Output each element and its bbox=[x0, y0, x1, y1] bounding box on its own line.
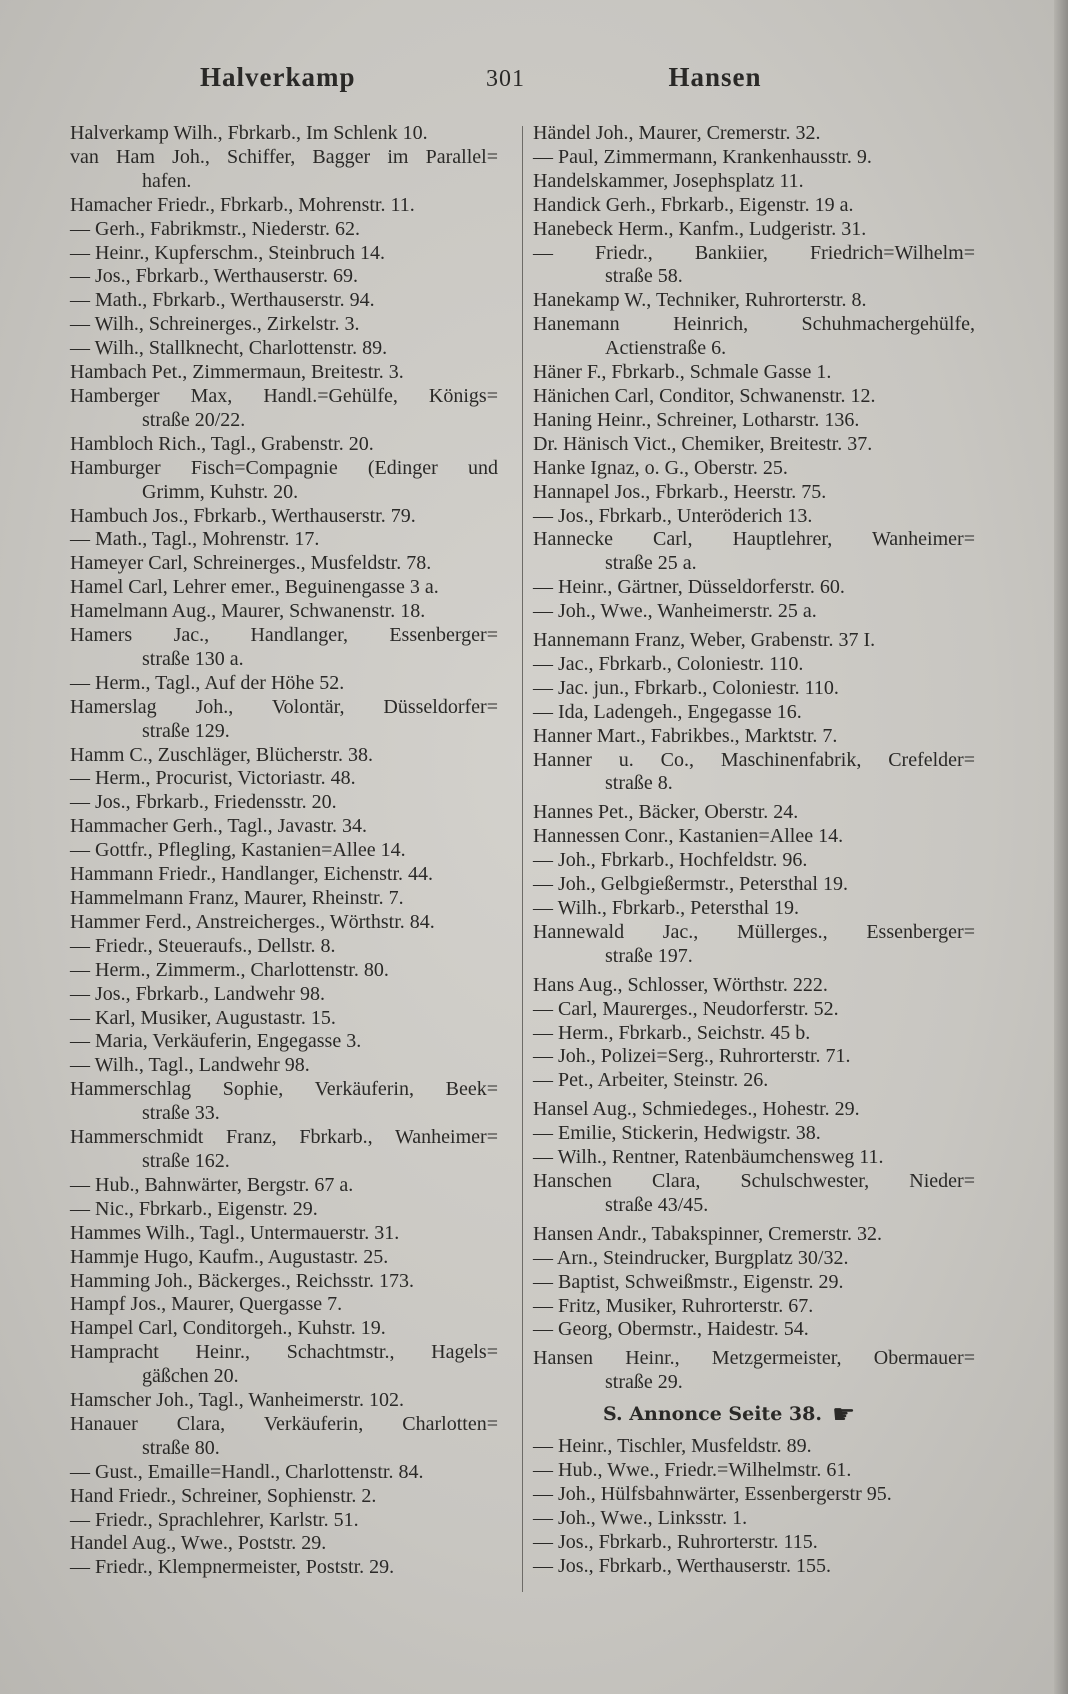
directory-entry bbox=[70, 1532, 498, 1556]
entry-continuation-line: straße 130 a. bbox=[142, 647, 244, 670]
directory-entry bbox=[70, 815, 498, 839]
directory-entry bbox=[533, 170, 975, 194]
entry-line: Hamacher Friedr., Fbrkarb., Mohrenstr. 11. bbox=[70, 193, 415, 216]
entry-line: — Friedr., Sprachlehrer, Karlstr. 51. bbox=[70, 1508, 359, 1531]
directory-entry bbox=[70, 289, 498, 313]
directory-entry bbox=[70, 265, 498, 289]
entry-line: Hameyer Carl, Schreinerges., Musfeldstr. 78. bbox=[70, 552, 432, 575]
directory-entry bbox=[533, 313, 975, 361]
entry-line: — Georg, Obermstr., Haidestr. 54. bbox=[533, 1318, 809, 1341]
entry-line: Hamelmann Aug., Maurer, Schwanenstr. 18. bbox=[70, 600, 426, 623]
entry-line: — Karl, Musiker, Augustastr. 15. bbox=[70, 1006, 336, 1029]
directory-entry bbox=[70, 505, 498, 529]
directory-entry bbox=[70, 1078, 498, 1126]
entry-line: — Herm., Zimmerm., Charlottenstr. 80. bbox=[70, 958, 389, 981]
entry-line: — Paul, Zimmermann, Krankenhausstr. 9. bbox=[533, 145, 872, 168]
entry-line: — Wilh., Fbrkarb., Petersthal 19. bbox=[533, 897, 800, 919]
pointing-hand-icon: ☛ bbox=[831, 1400, 856, 1431]
entry-line: Hammann Friedr., Handlanger, Eichenstr. 44. bbox=[70, 863, 433, 886]
entry-line: — Joh., Gelbgießermstr., Petersthal 19. bbox=[533, 873, 848, 896]
entry-line: — Wilh., Tagl., Landwehr 98. bbox=[70, 1054, 310, 1077]
directory-entry bbox=[70, 983, 498, 1007]
entry-line: Hanauer Clara, Verkäuferin, Charlotten= bbox=[70, 1412, 498, 1435]
directory-entry bbox=[533, 1045, 975, 1069]
directory-entry bbox=[533, 873, 975, 897]
directory-entry bbox=[533, 194, 975, 218]
entry-line: — Pet., Arbeiter, Steinstr. 26. bbox=[533, 1069, 769, 1092]
directory-entry bbox=[70, 1246, 498, 1270]
entry-line: Hamers Jac., Handlanger, Essenberger= bbox=[70, 624, 498, 647]
entry-line: Hamerslag Joh., Volontär, Düsseldorfer= bbox=[70, 695, 498, 718]
directory-entry bbox=[70, 624, 498, 672]
directory-entry bbox=[533, 701, 975, 725]
directory-entry bbox=[533, 653, 975, 677]
entry-continuation-line: straße 33. bbox=[142, 1102, 220, 1125]
entry-line: — Wilh., Rentner, Ratenbäumchensweg 11. bbox=[533, 1146, 884, 1169]
directory-entry bbox=[533, 974, 975, 998]
entry-line: — Joh., Hülfsbahnwärter, Essenbergerstr 95. bbox=[533, 1482, 892, 1505]
directory-entry bbox=[70, 146, 498, 194]
directory-entry bbox=[533, 576, 975, 600]
entry-line: — Emilie, Stickerin, Hedwigstr. 38. bbox=[533, 1122, 821, 1145]
directory-entry bbox=[533, 385, 975, 409]
entry-line: Hamm C., Zuschläger, Blücherstr. 38. bbox=[70, 743, 374, 766]
entry-line: Hammje Hugo, Kaufm., Augustastr. 25. bbox=[70, 1245, 389, 1268]
directory-entry bbox=[70, 935, 498, 959]
directory-entry bbox=[70, 1556, 498, 1580]
directory-entry bbox=[70, 1389, 498, 1413]
directory-entry bbox=[533, 629, 975, 653]
entry-continuation-line: straße 197. bbox=[605, 944, 693, 967]
entry-line: — Baptist, Schweißmstr., Eigenstr. 29. bbox=[533, 1270, 844, 1293]
directory-entry bbox=[533, 1122, 975, 1146]
directory-entry bbox=[70, 552, 498, 576]
right-column bbox=[533, 122, 975, 1578]
entry-line: Hanke Ignaz, o. G., Oberstr. 25. bbox=[533, 456, 788, 479]
entry-line: van Ham Joh., Schiffer, Bagger im Parallel= bbox=[70, 145, 498, 168]
running-head-left: Halverkamp bbox=[200, 62, 356, 92]
entry-continuation-line: straße 8. bbox=[605, 772, 673, 795]
entry-line: — Friedr., Klempnermeister, Poststr. 29. bbox=[70, 1556, 395, 1579]
directory-entry bbox=[533, 505, 975, 529]
directory-entry bbox=[533, 1295, 975, 1319]
directory-entry bbox=[70, 696, 498, 744]
entry-line: Hambach Pet., Zimmermaun, Breitestr. 3. bbox=[70, 361, 404, 384]
directory-entry bbox=[70, 959, 498, 983]
page-number: 301 bbox=[486, 66, 525, 92]
directory-entry bbox=[533, 1459, 975, 1483]
entry-line: Dr. Hänisch Vict., Chemiker, Breitestr. 37. bbox=[533, 432, 873, 455]
directory-entry bbox=[70, 1293, 498, 1317]
entry-line: — Gerh., Fabrikmstr., Niederstr. 62. bbox=[70, 217, 360, 240]
directory-entry bbox=[533, 1271, 975, 1295]
directory-entry bbox=[70, 1198, 498, 1222]
directory-entry bbox=[70, 1030, 498, 1054]
directory-entry bbox=[533, 242, 975, 290]
entry-line: — Herm., Tagl., Auf der Höhe 52. bbox=[70, 671, 345, 694]
directory-entry bbox=[70, 194, 498, 218]
directory-entry bbox=[533, 677, 975, 701]
entry-line: Hammacher Gerh., Tagl., Javastr. 34. bbox=[70, 815, 368, 838]
entry-line: — Arn., Steindrucker, Burgplatz 30/32. bbox=[533, 1246, 849, 1269]
directory-entry bbox=[70, 672, 498, 696]
entry-line: Häner F., Fbrkarb., Schmale Gasse 1. bbox=[533, 361, 832, 384]
directory-entry bbox=[533, 218, 975, 242]
entry-line: — Herm., Fbrkarb., Seichstr. 45 b. bbox=[533, 1021, 811, 1044]
directory-entry bbox=[533, 1531, 975, 1555]
directory-entry bbox=[70, 1509, 498, 1533]
entry-continuation-line: straße 20/22. bbox=[142, 408, 246, 431]
entry-line: — Wilh., Schreinerges., Zirkelstr. 3. bbox=[70, 313, 360, 336]
entry-line: Hand Friedr., Schreiner, Sophienstr. 2. bbox=[70, 1484, 377, 1507]
directory-entry bbox=[70, 1222, 498, 1246]
entry-line: — Ida, Ladengeh., Engegasse 16. bbox=[533, 700, 802, 723]
entry-line: — Heinr., Gärtner, Düsseldorferstr. 60. bbox=[533, 576, 845, 599]
directory-entry bbox=[70, 218, 498, 242]
entry-line: Hambloch Rich., Tagl., Grabenstr. 20. bbox=[70, 432, 374, 455]
entry-line: Hanebeck Herm., Kanfm., Ludgeristr. 31. bbox=[533, 217, 867, 240]
directory-entry bbox=[70, 1007, 498, 1031]
entry-line: Hamel Carl, Lehrer emer., Beguinengasse 3 a. bbox=[70, 576, 439, 599]
directory-entry bbox=[70, 576, 498, 600]
entry-line: Hanemann Heinrich, Schuhmachergehülfe, bbox=[533, 313, 975, 336]
entry-line: Hannecke Carl, Hauptlehrer, Wanheimer= bbox=[533, 528, 975, 551]
entry-line: Hansen Heinr., Metzgermeister, Obermauer= bbox=[533, 1347, 975, 1370]
entry-line: Hannapel Jos., Fbrkarb., Heerstr. 75. bbox=[533, 480, 827, 503]
directory-entry bbox=[533, 409, 975, 433]
entry-line: — Nic., Fbrkarb., Eigenstr. 29. bbox=[70, 1197, 318, 1220]
entry-line: — Hub., Wwe., Friedr.=Wilhelmstr. 61. bbox=[533, 1458, 852, 1481]
directory-entry bbox=[533, 600, 975, 624]
directory-entry bbox=[533, 725, 975, 749]
directory-entry bbox=[70, 457, 498, 505]
entry-line: Hans Aug., Schlosser, Wörthstr. 222. bbox=[533, 973, 828, 996]
entry-line: — Jos., Fbrkarb., Landwehr 98. bbox=[70, 982, 325, 1005]
entry-continuation-line: Grimm, Kuhstr. 20. bbox=[142, 480, 299, 503]
directory-entry bbox=[533, 1507, 975, 1531]
entry-line: Hanschen Clara, Schulschwester, Nieder= bbox=[533, 1169, 975, 1192]
entry-line: — Jos., Fbrkarb., Friedensstr. 20. bbox=[70, 791, 337, 814]
entry-line: — Jos., Fbrkarb., Unteröderich 13. bbox=[533, 504, 813, 527]
entry-line: — Maria, Verkäuferin, Engegasse 3. bbox=[70, 1030, 362, 1053]
page-edge bbox=[1054, 0, 1068, 1694]
directory-entry bbox=[70, 1413, 498, 1461]
entry-line: — Friedr., Bankiier, Friedrich=Wilhelm= bbox=[533, 241, 975, 264]
entry-continuation-line: hafen. bbox=[142, 169, 192, 192]
directory-entry bbox=[70, 1054, 498, 1078]
entry-line: Hamburger Fisch=Compagnie (Edinger und bbox=[70, 456, 498, 479]
directory-entry bbox=[533, 122, 975, 146]
directory-entry bbox=[533, 1069, 975, 1093]
entry-line: Hanner u. Co., Maschinenfabrik, Crefelder= bbox=[533, 748, 975, 771]
entry-line: Hannes Pet., Bäcker, Oberstr. 24. bbox=[533, 801, 799, 824]
entry-line: Hanekamp W., Techniker, Ruhrorterstr. 8. bbox=[533, 289, 867, 312]
directory-entry bbox=[70, 600, 498, 624]
directory-entry bbox=[70, 1126, 498, 1174]
entry-line: — Math., Tagl., Mohrenstr. 17. bbox=[70, 528, 320, 551]
entry-line: Handel Aug., Wwe., Poststr. 29. bbox=[70, 1532, 327, 1555]
entry-line: Hanner Mart., Fabrikbes., Marktstr. 7. bbox=[533, 724, 838, 747]
entry-line: Hammer Ferd., Anstreicherges., Wörthstr. 84. bbox=[70, 910, 435, 933]
directory-entry bbox=[533, 1435, 975, 1459]
entry-line: Hambuch Jos., Fbrkarb., Werthauserstr. 79. bbox=[70, 504, 416, 527]
directory-entry bbox=[533, 457, 975, 481]
entry-line: Handelskammer, Josephsplatz 11. bbox=[533, 169, 804, 192]
entry-line: Hamberger Max, Handl.=Gehülfe, Königs= bbox=[70, 384, 498, 407]
column-divider bbox=[522, 126, 523, 1592]
entry-continuation-line: straße 162. bbox=[142, 1149, 230, 1172]
directory-entry bbox=[533, 289, 975, 313]
entry-line: Hannessen Conr., Kastanien=Allee 14. bbox=[533, 825, 844, 848]
directory-entry bbox=[70, 242, 498, 266]
directory-entry bbox=[70, 863, 498, 887]
entry-line: — Joh., Wwe., Linksstr. 1. bbox=[533, 1506, 748, 1529]
running-head-right: Hansen bbox=[668, 62, 762, 92]
directory-entry bbox=[533, 481, 975, 505]
directory-entry bbox=[533, 825, 975, 849]
directory-entry bbox=[533, 998, 975, 1022]
entry-line: — Fritz, Musiker, Ruhrorterstr. 67. bbox=[533, 1294, 814, 1317]
entry-line: — Heinr., Tischler, Musfeldstr. 89. bbox=[533, 1435, 812, 1458]
entry-continuation-line: straße 25 a. bbox=[605, 552, 697, 575]
directory-entry bbox=[70, 1174, 498, 1198]
directory-entry bbox=[70, 361, 498, 385]
directory-entry bbox=[533, 1347, 975, 1395]
entry-line: Halverkamp Wilh., Fbrkarb., Im Schlenk 10. bbox=[70, 122, 428, 144]
entry-line: Hammes Wilh., Tagl., Untermauerstr. 31. bbox=[70, 1221, 400, 1244]
entry-line: Hansel Aug., Schmiedeges., Hohestr. 29. bbox=[533, 1098, 860, 1121]
entry-line: Händel Joh., Maurer, Cremerstr. 32. bbox=[533, 122, 821, 144]
directory-entry bbox=[70, 528, 498, 552]
directory-entry bbox=[70, 1461, 498, 1485]
entry-line: Hannewald Jac., Müllerges., Essenberger= bbox=[533, 920, 975, 943]
entry-line: — Joh., Polizei=Serg., Ruhrorterstr. 71. bbox=[533, 1045, 851, 1068]
directory-entry bbox=[533, 1022, 975, 1046]
directory-entry bbox=[70, 433, 498, 457]
directory-entry bbox=[533, 1483, 975, 1507]
annonce-reference bbox=[603, 1400, 975, 1431]
entry-line: Hamming Joh., Bäckerges., Reichsstr. 173. bbox=[70, 1269, 415, 1292]
entry-line: — Herm., Procurist, Victoriastr. 48. bbox=[70, 767, 356, 790]
directory-entry bbox=[533, 1170, 975, 1218]
entry-line: Hammerschlag Sophie, Verkäuferin, Beek= bbox=[70, 1078, 498, 1101]
directory-entry bbox=[70, 1485, 498, 1509]
directory-entry bbox=[533, 801, 975, 825]
directory-entry bbox=[70, 122, 498, 146]
directory-entry bbox=[533, 1223, 975, 1247]
directory-entry bbox=[533, 897, 975, 921]
entry-line: Hampf Jos., Maurer, Quergasse 7. bbox=[70, 1293, 343, 1316]
entry-continuation-line: straße 129. bbox=[142, 719, 230, 742]
directory-entry bbox=[533, 1318, 975, 1342]
entry-line: — Jos., Fbrkarb., Ruhrorterstr. 115. bbox=[533, 1530, 818, 1553]
entry-line: Hansen Andr., Tabakspinner, Cremerstr. 32. bbox=[533, 1222, 883, 1245]
entry-line: — Jos., Fbrkarb., Werthauserstr. 69. bbox=[70, 265, 358, 288]
directory-entry bbox=[70, 1341, 498, 1389]
directory-entry bbox=[70, 385, 498, 433]
directory-entry bbox=[70, 1317, 498, 1341]
entry-line: — Joh., Wwe., Wanheimerstr. 25 a. bbox=[533, 600, 817, 623]
entry-continuation-line: straße 80. bbox=[142, 1436, 220, 1459]
directory-entry bbox=[70, 744, 498, 768]
directory-entry bbox=[533, 1098, 975, 1122]
entry-line: — Carl, Maurerges., Neudorferstr. 52. bbox=[533, 997, 839, 1020]
entry-continuation-line: straße 58. bbox=[605, 265, 683, 288]
entry-line: — Jac. jun., Fbrkarb., Coloniestr. 110. bbox=[533, 676, 839, 699]
entry-line: — Joh., Fbrkarb., Hochfeldstr. 96. bbox=[533, 849, 808, 872]
directory-entry bbox=[70, 337, 498, 361]
directory-entry bbox=[533, 528, 975, 576]
directory-entry bbox=[533, 1247, 975, 1271]
directory-entry bbox=[70, 767, 498, 791]
entry-line: — Friedr., Steueraufs., Dellstr. 8. bbox=[70, 934, 336, 957]
entry-continuation-line: straße 43/45. bbox=[605, 1193, 709, 1216]
annonce-text: S. Annonce Seite 38. bbox=[603, 1403, 822, 1426]
entry-line: Handick Gerh., Fbrkarb., Eigenstr. 19 a. bbox=[533, 193, 854, 216]
left-column bbox=[70, 122, 498, 1580]
entry-line: — Hub., Bahnwärter, Bergstr. 67 a. bbox=[70, 1173, 354, 1196]
entry-continuation-line: gäßchen 20. bbox=[142, 1365, 239, 1388]
entry-line: Hannemann Franz, Weber, Grabenstr. 37 I. bbox=[533, 629, 876, 652]
entry-line: — Gottfr., Pflegling, Kastanien=Allee 14. bbox=[70, 839, 406, 862]
directory-entry bbox=[70, 911, 498, 935]
entry-line: Hampracht Heinr., Schachtmstr., Hagels= bbox=[70, 1341, 498, 1364]
entry-line: Hänichen Carl, Conditor, Schwanenstr. 12. bbox=[533, 384, 876, 407]
entry-line: — Math., Fbrkarb., Werthauserstr. 94. bbox=[70, 289, 375, 312]
directory-entry bbox=[70, 887, 498, 911]
directory-entry bbox=[533, 1146, 975, 1170]
entry-line: Hamscher Joh., Tagl., Wanheimerstr. 102. bbox=[70, 1389, 404, 1412]
entry-continuation-line: straße 29. bbox=[605, 1371, 683, 1394]
entry-line: Haning Heinr., Schreiner, Lotharstr. 136. bbox=[533, 408, 860, 431]
directory-entry bbox=[70, 1270, 498, 1294]
entry-line: — Jos., Fbrkarb., Werthauserstr. 155. bbox=[533, 1554, 831, 1577]
entry-line: — Wilh., Stallknecht, Charlottenstr. 89. bbox=[70, 337, 388, 360]
directory-entry bbox=[70, 839, 498, 863]
directory-entry bbox=[70, 313, 498, 337]
directory-entry bbox=[533, 433, 975, 457]
directory-entry bbox=[533, 1555, 975, 1579]
directory-entry bbox=[70, 791, 498, 815]
directory-entry bbox=[533, 749, 975, 797]
directory-entry bbox=[533, 921, 975, 969]
entry-line: — Jac., Fbrkarb., Coloniestr. 110. bbox=[533, 652, 804, 675]
entry-line: — Heinr., Kupferschm., Steinbruch 14. bbox=[70, 241, 385, 264]
entry-line: Hammelmann Franz, Maurer, Rheinstr. 7. bbox=[70, 887, 404, 909]
directory-entry bbox=[533, 361, 975, 385]
entry-continuation-line: Actienstraße 6. bbox=[605, 337, 727, 360]
entry-line: — Gust., Emaille=Handl., Charlottenstr. 84. bbox=[70, 1460, 424, 1483]
entry-line: Hammerschmidt Franz, Fbrkarb., Wanheimer= bbox=[70, 1126, 498, 1149]
directory-entry bbox=[533, 146, 975, 170]
directory-entry bbox=[533, 849, 975, 873]
entry-line: Hampel Carl, Conditorgeh., Kuhstr. 19. bbox=[70, 1317, 386, 1340]
